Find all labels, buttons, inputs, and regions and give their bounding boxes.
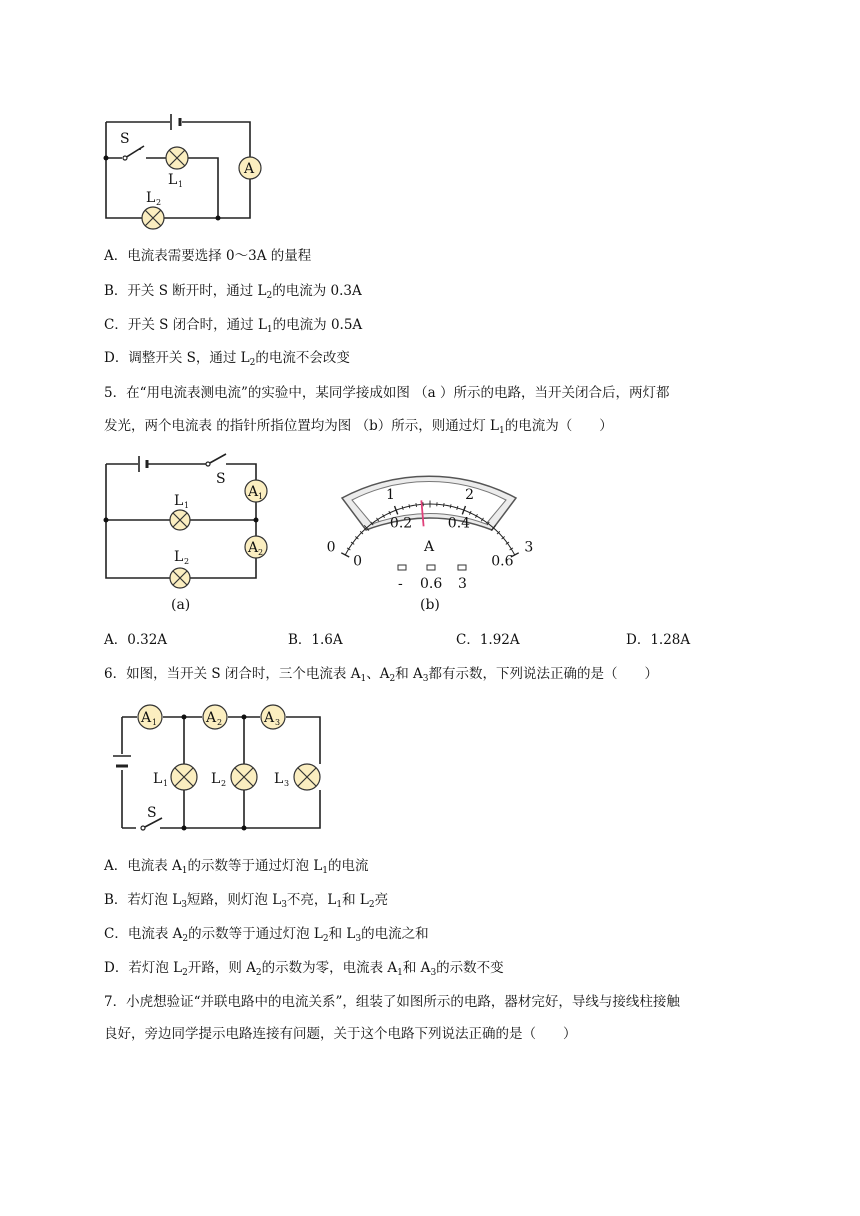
- q5-option-d: D．1.28A: [626, 632, 691, 648]
- figure-b-caption: (b): [420, 597, 440, 613]
- ammeter-a1-icon: [138, 705, 162, 729]
- q5-option-c: C．1.92A: [456, 632, 520, 648]
- dial-inner-label: 0.2: [389, 515, 413, 532]
- svg-text:1: 1: [163, 779, 169, 788]
- q6-option-a: A．电流表 $A_1$的示数等于通过灯泡 $L_1$的电流: [104, 858, 369, 876]
- switch-label: S: [147, 805, 157, 821]
- terminal-3: 3: [458, 576, 467, 592]
- figure-a-caption: (a): [171, 597, 191, 613]
- q7-stem-line2: 良好，旁边同学提示电路连接有问题，关于这个电路下列说法正确的是（ ）: [104, 1026, 577, 1042]
- dial-inner-label: 0: [353, 553, 363, 570]
- svg-text:L: L: [211, 771, 221, 787]
- switch-label: S: [216, 471, 226, 487]
- svg-text:3: 3: [275, 718, 281, 727]
- lamp-l3-icon: [294, 764, 320, 790]
- svg-text:1: 1: [258, 492, 264, 501]
- terminal-0-6: 0.6: [420, 576, 443, 592]
- svg-text:1: 1: [184, 501, 190, 510]
- svg-text:A: A: [248, 540, 259, 556]
- svg-text:2: 2: [156, 198, 162, 207]
- lamp-l1-icon: [171, 764, 197, 790]
- dial-inner-label: 0.6: [491, 553, 514, 570]
- lamp-l2-label: L: [146, 190, 156, 206]
- svg-text:2: 2: [221, 779, 227, 788]
- svg-text:1: 1: [152, 718, 158, 727]
- svg-text:A: A: [264, 710, 275, 726]
- lamp-l2-icon: [231, 764, 257, 790]
- q4-option-d: D．调整开关 S，通过 $L_2$的电流不会改变: [104, 350, 350, 368]
- svg-text:1: 1: [178, 180, 184, 189]
- q4-option-b: B．开关 S 断开时，通过 $L_2$的电流为 0.3A: [104, 283, 362, 301]
- q6-stem: 6．如图，当开关 S 闭合时，三个电流表 $A_1$、$A_2$和 $A_3$都有示数，下列说法正确的是（ ）: [104, 666, 658, 684]
- svg-text:L: L: [153, 771, 163, 787]
- svg-text:3: 3: [284, 779, 290, 788]
- dial-outer-label: 3: [524, 539, 534, 556]
- svg-text:2: 2: [258, 548, 264, 557]
- terminal-minus: -: [398, 576, 403, 592]
- q4-option-c: C．开关 S 闭合时，通过 $L_1$的电流为 0.5A: [104, 317, 363, 335]
- q6-option-d: D．若灯泡 $L_2$开路，则 $A_2$的示数为零，电流表 $A_1$和 $A_3$的示数不变: [104, 960, 504, 978]
- svg-text:A: A: [141, 710, 152, 726]
- svg-text:L: L: [274, 771, 284, 787]
- svg-text:A: A: [244, 161, 255, 177]
- svg-text:A: A: [248, 484, 259, 500]
- q5-option-a: A．0.32A: [104, 632, 168, 648]
- svg-text:2: 2: [217, 718, 223, 727]
- dial-inner-label: 0.4: [447, 515, 471, 532]
- svg-text:A: A: [206, 710, 217, 726]
- q6-option-b: B．若灯泡 $L_3$短路，则灯泡 $L_3$不亮，$L_1$和 $L_2$亮: [104, 892, 389, 910]
- q7-stem-line1: 7．小虎想验证“并联电路中的电流关系”，组装了如图所示的电路，器材完好，导线与接线柱接触: [104, 994, 680, 1010]
- switch-label: S: [120, 131, 130, 147]
- svg-text:L: L: [174, 549, 184, 565]
- q4-option-a: A．电流表需要选择 0～3A 的量程: [104, 248, 312, 264]
- ammeter-a2-icon: [203, 705, 227, 729]
- dial-outer-label: 1: [386, 487, 395, 504]
- q5-option-b: B．1.6A: [288, 632, 343, 648]
- lamp-l1-label: L: [168, 172, 178, 188]
- dial-outer-label: 2: [465, 487, 474, 504]
- svg-text:L: L: [174, 493, 184, 509]
- q5-stem-line1: 5．在“用电流表测电流”的实验中，某同学接成如图 （a ）所示的电路，当开关闭合后，两灯都: [104, 385, 670, 401]
- q5-stem-line2: 发光，两个电流表 的指针所指位置均为图 （b）所示，则通过灯 $L_1$的电流为（ ）: [104, 418, 613, 436]
- svg-text:2: 2: [184, 557, 190, 566]
- dial-outer-label: 0: [326, 539, 336, 556]
- q6-option-c: C．电流表 $A_2$的示数等于通过灯泡 $L_2$和 $L_3$的电流之和: [104, 926, 429, 944]
- dial-unit: A: [424, 539, 435, 555]
- ammeter-a3-icon: [261, 705, 285, 729]
